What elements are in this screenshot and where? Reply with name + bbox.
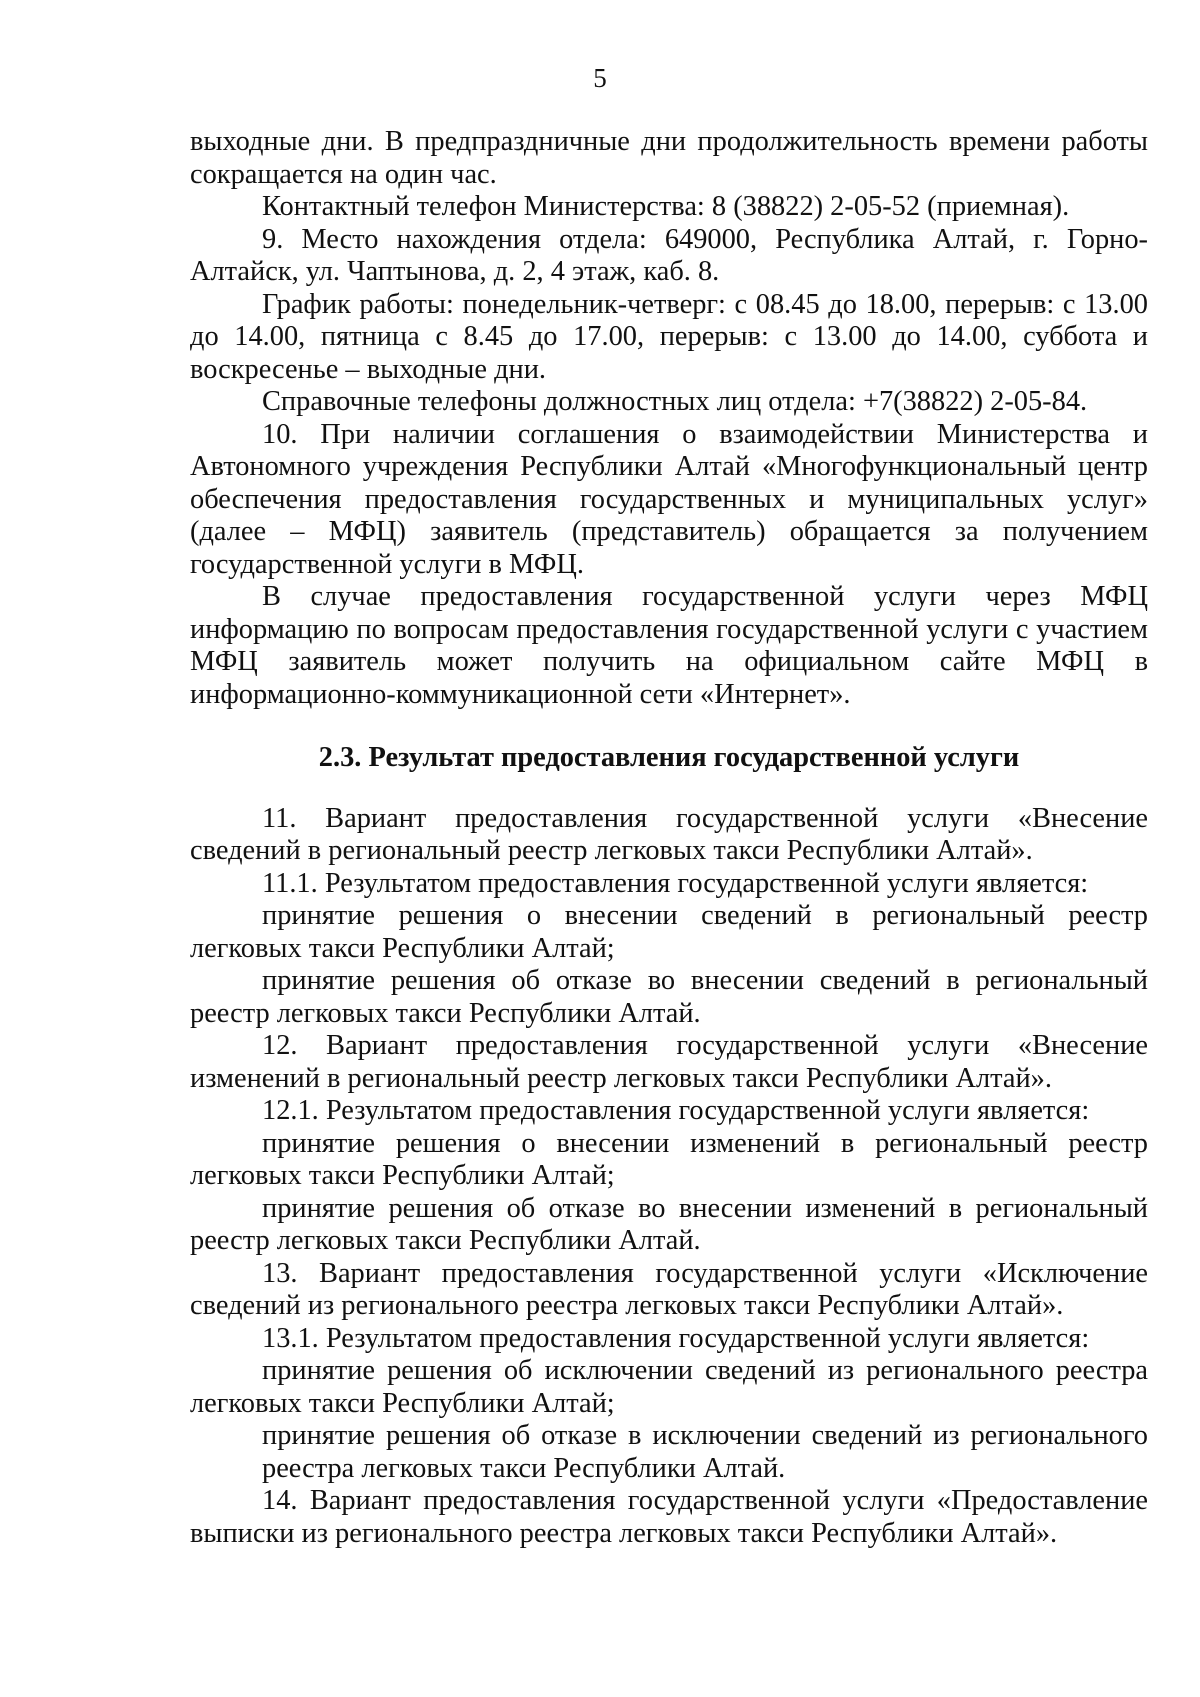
paragraph: 11.1. Результатом предоставления государственной услуги является: [262, 867, 1089, 899]
paragraph: 13. Вариант предоставления государственной услуги «Исключение сведений из регионального реестра легковых такси Республики Алтай». [190, 1257, 1148, 1321]
paragraph: 12. Вариант предоставления государственной услуги «Внесение изменений в региональный реестр легковых такси Республики Алтай». [190, 1030, 1148, 1094]
paragraph: 10. При наличии соглашения о взаимодействии Министерства и Автономного учреждения Республики Алтай «Многофункциональный центр обеспечения предоставления государственных и муниципальных услуг» (далее – МФЦ) заявитель (представитель) обращается за получением государственной услуги в МФЦ. [190, 418, 1148, 580]
document-body [190, 126, 1148, 1550]
page-number: 5 [593, 63, 607, 93]
paragraph: принятие решения о внесении сведений в региональный реестр легковых такси Республики Алтай; [190, 900, 1148, 964]
paragraph: Справочные телефоны должностных лиц отдела: +7(38822) 2-05-84. [262, 386, 1088, 417]
paragraph: График работы: понедельник-четверг: с 08.45 до 18.00, перерыв: с 13.00 до 14.00, пятница с 8.45 до 17.00, перерыв: с 13.00 до 14.00, суббота и воскресенье – выходные дни. [190, 288, 1148, 385]
paragraph: принятие решения о внесении изменений в региональный реестр легковых такси Республики Алтай; [190, 1127, 1148, 1191]
paragraph: 11. Вариант предоставления государственной услуги «Внесение сведений в региональный реестр легковых такси Республики Алтай». [190, 802, 1148, 866]
paragraph: выходные дни. В предпраздничные дни продолжительность времени работы сокращается на один час. [190, 126, 1148, 190]
paragraph: принятие решения об исключении сведений из регионального реестра легковых такси Республики Алтай; [190, 1355, 1148, 1419]
paragraph: принятие решения об отказе во внесении сведений в региональный реестр легковых такси Республики Алтай. [190, 965, 1148, 1029]
paragraph: 13.1. Результатом предоставления государственной услуги является: [262, 1322, 1090, 1354]
paragraph: В случае предоставления государственной услуги через МФЦ информацию по вопросам предоставления государственной услуги с участием МФЦ заявитель может получить на официальном сайте МФЦ в информационно-коммуникационной сети «Интернет». [190, 581, 1148, 710]
paragraphs-after-heading [190, 803, 1148, 1551]
paragraphs-before-heading [190, 126, 1148, 711]
paragraph: Контактный телефон Министерства: 8 (38822) 2-05-52 (приемная). [262, 191, 1070, 222]
paragraph: 9. Место нахождения отдела: 649000, Республика Алтай, г. Горно-Алтайск, ул. Чаптынова, д. 2, 4 этаж, каб. 8. [190, 223, 1148, 287]
paragraph: принятие решения об отказе во внесении изменений в региональный реестр легковых такси Республики Алтай. [190, 1192, 1148, 1256]
section-heading: 2.3. Результат предоставления государственной услуги [318, 742, 1020, 773]
paragraph: 14. Вариант предоставления государственной услуги «Предоставление выписки из регионального реестра легковых такси Республики Алтай». [190, 1485, 1148, 1549]
paragraph: принятие решения об отказе в исключении сведений из регионального реестра легковых такси Республики Алтай. [262, 1420, 1148, 1484]
paragraph: 12.1. Результатом предоставления государственной услуги является: [262, 1095, 1090, 1126]
